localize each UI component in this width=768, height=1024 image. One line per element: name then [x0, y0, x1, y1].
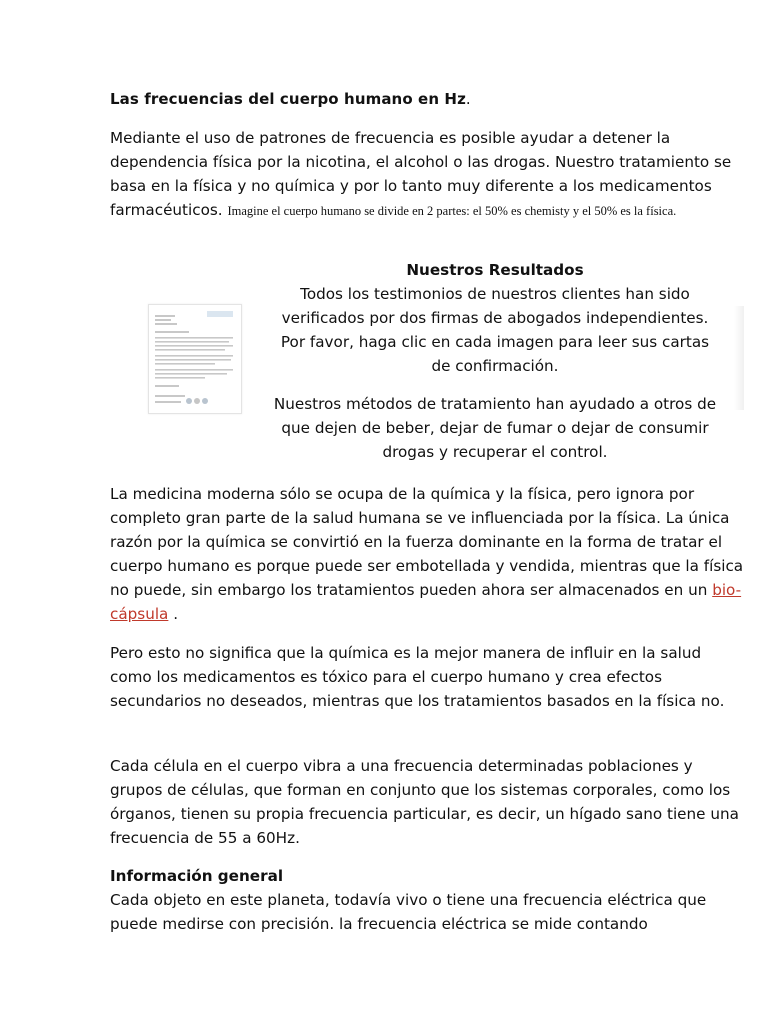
general-info-text: Cada objeto en este planeta, todavía vivo o tiene una frecuencia eléctrica que puede medirse con precisión. la frecuencia eléctrica se mide contando — [110, 891, 707, 933]
body-paragraph-2: Pero esto no significa que la química es la mejor manera de influir en la salud como los medicamentos es tóxico para el cuerpo humano y crea efectos secundarios no deseados, mientras que los tratamientos basados en la física no. — [110, 644, 725, 710]
document-title-period: . — [465, 90, 471, 108]
body-paragraph-1-end: . — [168, 605, 179, 623]
body-paragraph-3: Cada célula en el cuerpo vibra a una frecuencia determinadas poblaciones y grupos de células, que forman en conjunto que los sistemas corporales, como los órganos, tienen su propia frecuencia particular, es decir, un hígado sano tiene una frecuencia de 55 a 60Hz. — [110, 757, 739, 847]
document-title — [110, 90, 471, 108]
results-paragraph-1: Todos los testimonios de nuestros clientes han sido verificados por dos firmas de abogados independientes. Por favor, haga clic en cada imagen para leer sus cartas de confirmación. — [280, 285, 710, 375]
bio-capsula-link[interactable]: bio-cápsula — [110, 581, 742, 623]
results-section — [270, 258, 720, 378]
confirmation-letter-thumbnail-partial[interactable] — [734, 306, 744, 410]
intro-small-text: Imagine el cuerpo humano se divide en 2 partes: el 50% es chemisty y el 50% es la física. — [227, 204, 677, 218]
results-paragraph-2: Nuestros métodos de tratamiento han ayudado a otros de que dejen de beber, dejar de fumar o dejar de consumir drogas y recuperar el control. — [273, 395, 717, 461]
results-heading: Nuestros Resultados — [406, 261, 584, 279]
body-paragraph-1-text: La medicina moderna sólo se ocupa de la química y la física, pero ignora por completo gran parte de la salud humana se ve influenciada por la física. La única razón por la química se convirtió en la fuerza dominante en la forma de tratar el cuerpo humano es porque puede ser embotellada y vendida, mientras que la física no puede, sin embargo los tratamientos pueden ahora ser almacenados en un — [110, 485, 744, 599]
intro-paragraph — [110, 126, 746, 222]
intro-text: Mediante el uso de patrones de frecuencia es posible ayudar a detener la dependencia física por la nicotina, el alcohol o las drogas. Nuestro tratamiento se basa en la física y no química y por lo tanto muy diferente a los medicamentos farmacéuticos. — [110, 129, 732, 219]
confirmation-letter-thumbnail[interactable] — [148, 304, 242, 414]
document-title-text: Las frecuencias del cuerpo humano en Hz — [110, 90, 466, 108]
general-info-heading: Información general — [110, 867, 284, 885]
letter-document-icon — [149, 305, 241, 413]
general-info-section — [110, 864, 746, 936]
body-paragraph-1 — [110, 482, 746, 626]
